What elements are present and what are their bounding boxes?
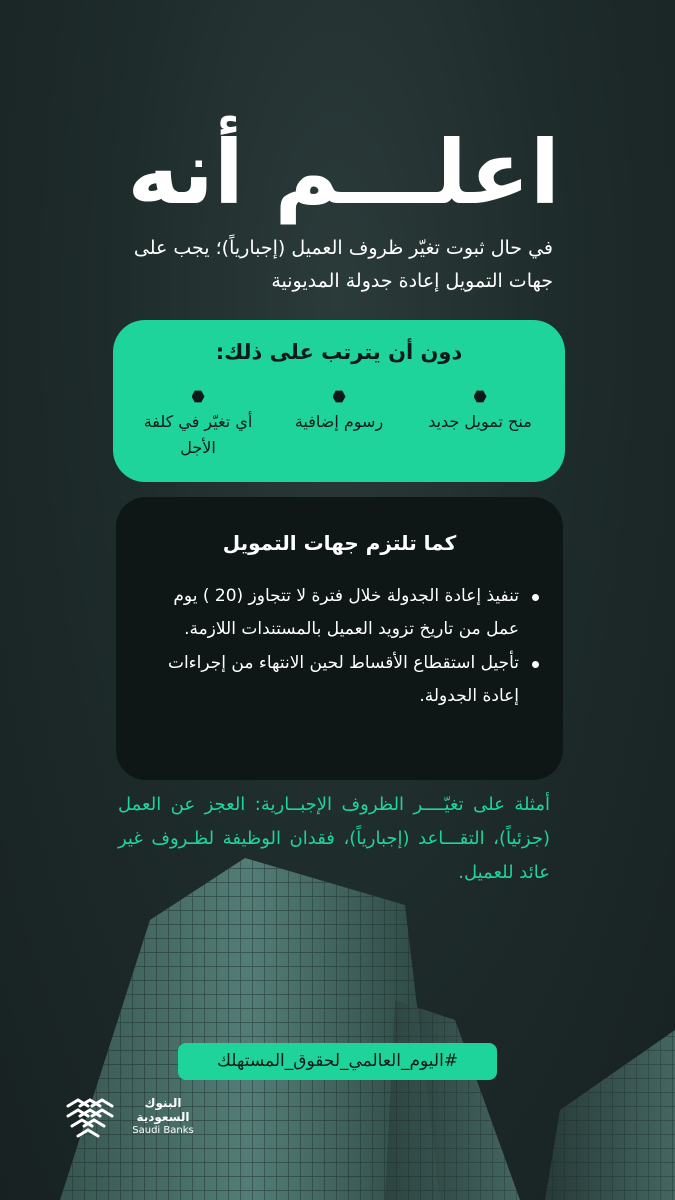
condition-label: منح تمويل جديد: [428, 412, 532, 431]
condition-item: [274, 378, 404, 435]
conditions-card: [113, 320, 565, 482]
hashtag-badge: #اليوم_العالمي_لحقوق_المستهلك: [178, 1043, 497, 1080]
headline: اعلـــم أنه: [127, 121, 560, 224]
conditions-title: دون أن يترتب على ذلك:: [215, 340, 463, 364]
logo-name-arabic: البنوك السعودية: [136, 1096, 190, 1124]
condition-item: [415, 378, 545, 435]
examples-text: أمثلة على تغيّــــر الظروف الإجبــارية: العجز عن العمل (جزئياً)، التقـــاعد (إجبارياً)، فقدان الوظيفة لظـروف غير عائد للعميل.: [118, 794, 550, 883]
obligations-title: كما تلتزم جهات التمويل: [222, 531, 457, 555]
saudi-banks-logo: [64, 1092, 204, 1142]
conditions-list: [113, 378, 565, 478]
saudi-banks-logo-icon: [64, 1094, 120, 1140]
obligations-card: [116, 497, 563, 780]
logo-name-english: Saudi Banks: [132, 1125, 194, 1136]
condition-item: [133, 378, 263, 461]
list-item: تأجيل استقطاع الأقساط لحين الانتهاء من إجراءات إعادة الجدولة.: [141, 647, 541, 713]
hexagon-bullet-icon: [474, 390, 487, 403]
condition-label: رسوم إضافية: [294, 412, 384, 431]
condition-label: أي تغيّر في كلفة الأجل: [143, 412, 253, 457]
list-item: تنفيذ إعادة الجدولة خلال فترة لا تتجاوز (20 ) يوم عمل من تاريخ تزويد العميل بالمستندات اللازمة.: [141, 580, 541, 646]
intro-text: في حال ثبوت تغيّر ظروف العميل (إجبارياً)؛ يجب على جهات التمويل إعادة جدولة المديونية: [133, 237, 553, 292]
obligations-list: [141, 580, 541, 714]
hexagon-bullet-icon: [333, 390, 346, 403]
hexagon-bullet-icon: [192, 390, 205, 403]
